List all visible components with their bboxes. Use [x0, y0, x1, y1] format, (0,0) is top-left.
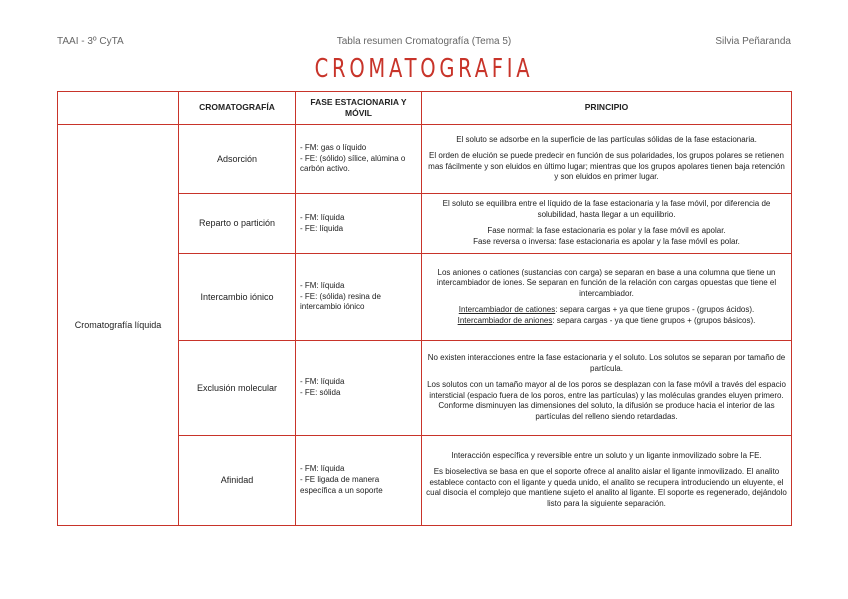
phase-cell — [296, 436, 422, 526]
header-author: Silvia Peñaranda — [715, 36, 791, 47]
table-header-row — [58, 92, 792, 125]
phase-cell — [296, 341, 422, 436]
principle-cell — [422, 125, 792, 194]
column-header-principio: PRINCIPIO — [422, 92, 792, 125]
type-cell: Adsorción — [179, 125, 296, 194]
group-cell: Cromatografía líquida — [58, 125, 179, 526]
principle-text — [426, 305, 787, 316]
exchanger-label: Intercambiador de aniones — [457, 315, 553, 325]
principle-text: Interacción específica y reversible entre un soluto y un ligante inmovilizado sobre la FE. — [451, 451, 762, 460]
exchanger-label: Intercambiador de cationes — [458, 304, 556, 314]
type-cell: Exclusión molecular — [179, 341, 296, 436]
phase-text: - FM: gas o líquido - FE: (sólido) sílice, alúmina o carbón activo. — [300, 142, 406, 174]
phase-cell — [296, 194, 422, 254]
principle-text: No existen interacciones entre la fase estacionaria y el soluto. Los solutos se separan por tamaño de partícula. — [427, 353, 786, 373]
principle-cell — [422, 436, 792, 526]
principle-text: El orden de elución se puede predecir en función de sus polaridades, los grupos polares se retienen mas fácilmente y son eluidos en último lugar; mientras que los grupos apolares tienen baja retención y son eluidos en primer lugar. — [428, 150, 785, 182]
type-cell: Intercambio iónico — [179, 254, 296, 341]
column-header-empty — [58, 92, 179, 125]
phase-text: - FM: líquida - FE: líquida — [300, 212, 345, 233]
principle-text: Es bioselectiva se basa en que el soporte ofrece al analito aislar el ligante inmovilizado. El analito establece contacto con el ligante y queda unido, el analito se recupera introduciendo un eluyente, el cual disocia el complejo que mantiene sujeto el analito al ligante. El soporte es regenerado, dejándolo listo para la siguiente separación. — [426, 466, 787, 509]
principle-text: Fase normal: la fase estacionaria es polar y la fase móvil es apolar. — [487, 226, 726, 235]
principle-text — [426, 316, 787, 327]
type-cell: Afinidad — [179, 436, 296, 526]
principle-cell — [422, 194, 792, 254]
principle-text: El soluto se adsorbe en la superficie de las partículas sólidas de la fase estacionaria. — [456, 134, 757, 144]
phase-text: - FM: líquida - FE: sólida — [300, 377, 345, 397]
principle-cell — [422, 341, 792, 436]
principle-text: Fase reversa o inversa: fase estacionaria es apolar y la fase móvil es polar. — [473, 236, 740, 246]
exchanger-text: : separa cargas + ya que tiene grupos - (grupos ácidos). — [555, 304, 755, 314]
phase-cell — [296, 254, 422, 341]
header-course: TAAI - 3º CyTA — [57, 36, 124, 47]
exchanger-text: : separa cargas - ya que tiene grupos + (grupos básicos). — [552, 315, 756, 325]
principle-text: El soluto se equilibra entre el líquido de la fase estacionaria y la fase móvil, por diferencia de solubilidad, hasta llegar a un equilibrio. — [442, 199, 771, 220]
phase-cell — [296, 125, 422, 194]
phase-text: - FM: líquida - FE: (sólida) resina de intercambio iónico — [300, 280, 381, 312]
principle-text: Los aniones o cationes (sustancias con carga) se separan en base a una columna que tiene un intercambiador de iones. Se separan en función de la relación con cargas opuestas que tiene el intercambiador. — [436, 267, 777, 299]
type-cell: Reparto o partición — [179, 194, 296, 254]
table-row — [58, 125, 792, 194]
phase-text: - FM: líquida - FE ligada de manera específica a un soporte — [300, 464, 383, 495]
principle-text: Los solutos con un tamaño mayor al de los poros se desplazan con la fase móvil a través del espacio intersticial (espacio fuera de los poros, entre las partículas) y las moléculas grandes eluyen primero. Conforme disminuyen las dimensiones del soluto, la difusión se produce hacia el interior de las partículas del relleno siendo retardadas. — [427, 379, 786, 422]
principle-cell — [422, 254, 792, 341]
page-title: CROMATOGRAFIA — [314, 54, 534, 84]
column-header-cromatografia: CROMATOGRAFÍA — [179, 92, 296, 125]
column-header-fase: FASE ESTACIONARIA Y MÓVIL — [296, 92, 422, 125]
summary-table — [57, 91, 792, 526]
header-document-title: Tabla resumen Cromatografía (Tema 5) — [336, 36, 512, 47]
